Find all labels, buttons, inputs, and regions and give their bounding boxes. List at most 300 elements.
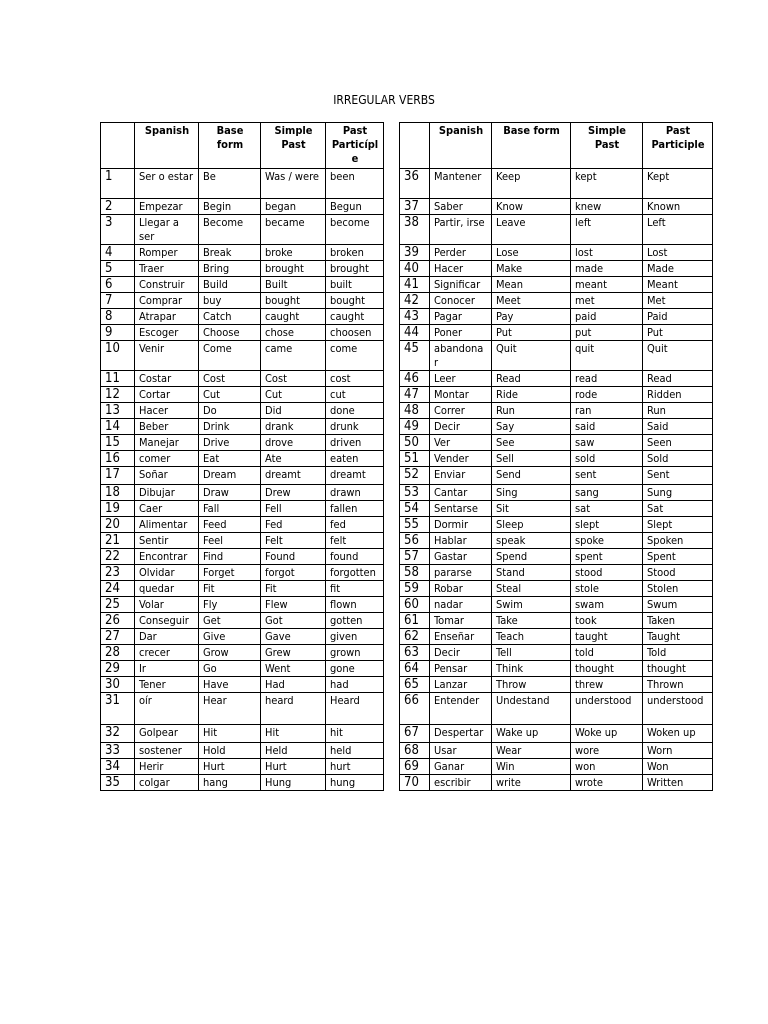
verb-base-form: Choose bbox=[199, 325, 261, 341]
table-row bbox=[400, 725, 713, 743]
page-title: IRREGULAR VERBS bbox=[333, 93, 435, 107]
verb-base-form: Win bbox=[492, 759, 571, 775]
verb-base-form: Drink bbox=[199, 419, 261, 435]
table-row bbox=[101, 677, 384, 693]
verb-spanish: Dibujar bbox=[135, 485, 199, 501]
verb-number: 66 bbox=[400, 693, 430, 725]
table-row bbox=[400, 485, 713, 501]
verb-past-participle: had bbox=[326, 677, 384, 693]
verb-simple-past: told bbox=[571, 645, 643, 661]
verb-spanish: Volar bbox=[135, 597, 199, 613]
verb-simple-past: Was / were bbox=[261, 169, 326, 199]
verb-base-form: Say bbox=[492, 419, 571, 435]
table-row bbox=[400, 677, 713, 693]
verb-number: 46 bbox=[400, 371, 430, 387]
header-number bbox=[101, 123, 135, 169]
verb-spanish: Traer bbox=[135, 261, 199, 277]
verb-base-form: Pay bbox=[492, 309, 571, 325]
table-row bbox=[101, 501, 384, 517]
header-past-participle: Past Participle bbox=[643, 123, 713, 169]
verb-spanish: Montar bbox=[430, 387, 492, 403]
verb-simple-past: meant bbox=[571, 277, 643, 293]
verb-base-form: Hurt bbox=[199, 759, 261, 775]
verb-simple-past: won bbox=[571, 759, 643, 775]
verb-past-participle: hurt bbox=[326, 759, 384, 775]
verb-simple-past: made bbox=[571, 261, 643, 277]
table-row bbox=[400, 743, 713, 759]
verb-spanish: Venir bbox=[135, 341, 199, 371]
verb-past-participle: Met bbox=[643, 293, 713, 309]
verb-past-participle: caught bbox=[326, 309, 384, 325]
verb-simple-past: swam bbox=[571, 597, 643, 613]
table-row bbox=[101, 775, 384, 791]
verb-spanish: Empezar bbox=[135, 199, 199, 215]
table-row bbox=[400, 451, 713, 467]
table-row bbox=[400, 549, 713, 565]
table-row bbox=[400, 169, 713, 199]
verb-number: 67 bbox=[400, 725, 430, 743]
verb-number: 3 bbox=[101, 215, 135, 245]
verb-past-participle: bought bbox=[326, 293, 384, 309]
verb-spanish: Tener bbox=[135, 677, 199, 693]
verb-simple-past: kept bbox=[571, 169, 643, 199]
verb-past-participle: understood bbox=[643, 693, 713, 725]
verb-number: 5 bbox=[101, 261, 135, 277]
verb-simple-past: read bbox=[571, 371, 643, 387]
verb-spanish: Conocer bbox=[430, 293, 492, 309]
verb-simple-past: came bbox=[261, 341, 326, 371]
verb-spanish: Enviar bbox=[430, 467, 492, 485]
verb-past-participle: Thrown bbox=[643, 677, 713, 693]
table-row bbox=[101, 613, 384, 629]
verb-simple-past: Fell bbox=[261, 501, 326, 517]
verb-simple-past: dreamt bbox=[261, 467, 326, 485]
verb-number: 13 bbox=[101, 403, 135, 419]
verb-past-participle: Stolen bbox=[643, 581, 713, 597]
verb-spanish: nadar bbox=[430, 597, 492, 613]
verb-spanish: Romper bbox=[135, 245, 199, 261]
verb-simple-past: chose bbox=[261, 325, 326, 341]
verb-number: 43 bbox=[400, 309, 430, 325]
verb-base-form: Hit bbox=[199, 725, 261, 743]
table-row bbox=[101, 309, 384, 325]
table-row bbox=[101, 743, 384, 759]
verb-number: 51 bbox=[400, 451, 430, 467]
verb-number: 12 bbox=[101, 387, 135, 403]
verb-past-participle: done bbox=[326, 403, 384, 419]
verb-spanish: pararse bbox=[430, 565, 492, 581]
verb-number: 34 bbox=[101, 759, 135, 775]
verb-number: 38 bbox=[400, 215, 430, 245]
verb-base-form: Get bbox=[199, 613, 261, 629]
verb-simple-past: rode bbox=[571, 387, 643, 403]
verb-spanish: Manejar bbox=[135, 435, 199, 451]
verb-base-form: Run bbox=[492, 403, 571, 419]
verb-base-form: Build bbox=[199, 277, 261, 293]
verb-past-participle: dreamt bbox=[326, 467, 384, 485]
verb-past-participle: Paid bbox=[643, 309, 713, 325]
table-row bbox=[101, 645, 384, 661]
verb-simple-past: spent bbox=[571, 549, 643, 565]
verb-simple-past: drank bbox=[261, 419, 326, 435]
verb-simple-past: caught bbox=[261, 309, 326, 325]
verb-number: 26 bbox=[101, 613, 135, 629]
table-row bbox=[400, 661, 713, 677]
verb-base-form: Throw bbox=[492, 677, 571, 693]
verb-spanish: Encontrar bbox=[135, 549, 199, 565]
verb-base-form: Leave bbox=[492, 215, 571, 245]
verb-base-form: Catch bbox=[199, 309, 261, 325]
verb-spanish: Pensar bbox=[430, 661, 492, 677]
header-row bbox=[400, 123, 713, 169]
verb-number: 32 bbox=[101, 725, 135, 743]
verb-past-participle: Made bbox=[643, 261, 713, 277]
verb-number: 54 bbox=[400, 501, 430, 517]
verbs-table-right bbox=[399, 122, 713, 791]
verb-past-participle: Kept bbox=[643, 169, 713, 199]
verb-past-participle: Sat bbox=[643, 501, 713, 517]
table-row bbox=[101, 629, 384, 645]
verb-base-form: Hear bbox=[199, 693, 261, 725]
header-simple-past: Simple Past bbox=[571, 123, 643, 169]
verb-number: 25 bbox=[101, 597, 135, 613]
verb-number: 52 bbox=[400, 467, 430, 485]
table-row bbox=[101, 435, 384, 451]
verb-base-form: Spend bbox=[492, 549, 571, 565]
verb-spanish: Soñar bbox=[135, 467, 199, 485]
verb-spanish: Escoger bbox=[135, 325, 199, 341]
verb-past-participle: Put bbox=[643, 325, 713, 341]
verb-past-participle: Stood bbox=[643, 565, 713, 581]
verb-past-participle: become bbox=[326, 215, 384, 245]
verb-spanish: crecer bbox=[135, 645, 199, 661]
verb-base-form: Come bbox=[199, 341, 261, 371]
verb-base-form: Make bbox=[492, 261, 571, 277]
verb-simple-past: sent bbox=[571, 467, 643, 485]
verb-number: 33 bbox=[101, 743, 135, 759]
table-row bbox=[400, 645, 713, 661]
verb-spanish: Cantar bbox=[430, 485, 492, 501]
header-spanish: Spanish bbox=[135, 123, 199, 169]
verb-past-participle: thought bbox=[643, 661, 713, 677]
verb-base-form: Break bbox=[199, 245, 261, 261]
verb-number: 37 bbox=[400, 199, 430, 215]
verb-number: 65 bbox=[400, 677, 430, 693]
verb-number: 24 bbox=[101, 581, 135, 597]
verb-past-participle: Known bbox=[643, 199, 713, 215]
table-row bbox=[101, 245, 384, 261]
verb-past-participle: Meant bbox=[643, 277, 713, 293]
verb-number: 17 bbox=[101, 467, 135, 485]
verb-base-form: Cost bbox=[199, 371, 261, 387]
verb-base-form: Lose bbox=[492, 245, 571, 261]
verb-spanish: Ir bbox=[135, 661, 199, 677]
verb-base-form: Feel bbox=[199, 533, 261, 549]
verb-simple-past: lost bbox=[571, 245, 643, 261]
verb-base-form: See bbox=[492, 435, 571, 451]
verb-past-participle: fed bbox=[326, 517, 384, 533]
verb-past-participle: Written bbox=[643, 775, 713, 791]
verb-number: 47 bbox=[400, 387, 430, 403]
header-past-participle: Past Particípl e bbox=[326, 123, 384, 169]
table-row bbox=[101, 293, 384, 309]
table-row bbox=[101, 169, 384, 199]
verb-number: 63 bbox=[400, 645, 430, 661]
verb-simple-past: threw bbox=[571, 677, 643, 693]
verb-base-form: Draw bbox=[199, 485, 261, 501]
verb-spanish: Ganar bbox=[430, 759, 492, 775]
verb-spanish: Construir bbox=[135, 277, 199, 293]
verb-spanish: colgar bbox=[135, 775, 199, 791]
verb-base-form: Know bbox=[492, 199, 571, 215]
table-row bbox=[101, 533, 384, 549]
verb-base-form: Become bbox=[199, 215, 261, 245]
verb-spanish: Decir bbox=[430, 645, 492, 661]
table-row bbox=[400, 501, 713, 517]
table-row bbox=[400, 467, 713, 485]
header-simple-past: Simple Past bbox=[261, 123, 326, 169]
verb-base-form: Sleep bbox=[492, 517, 571, 533]
verb-simple-past: Ate bbox=[261, 451, 326, 467]
verb-number: 6 bbox=[101, 277, 135, 293]
verb-simple-past: drove bbox=[261, 435, 326, 451]
verb-past-participle: Woken up bbox=[643, 725, 713, 743]
verb-number: 23 bbox=[101, 565, 135, 581]
verb-spanish: escribir bbox=[430, 775, 492, 791]
verb-simple-past: left bbox=[571, 215, 643, 245]
verb-base-form: Send bbox=[492, 467, 571, 485]
table-row bbox=[400, 629, 713, 645]
verb-past-participle: hit bbox=[326, 725, 384, 743]
verb-base-form: Feed bbox=[199, 517, 261, 533]
verb-number: 9 bbox=[101, 325, 135, 341]
table-row bbox=[400, 759, 713, 775]
table-row bbox=[400, 277, 713, 293]
verb-past-participle: Spent bbox=[643, 549, 713, 565]
verb-past-participle: choosen bbox=[326, 325, 384, 341]
verb-past-participle: drawn bbox=[326, 485, 384, 501]
verb-spanish: quedar bbox=[135, 581, 199, 597]
verb-base-form: Forget bbox=[199, 565, 261, 581]
verb-spanish: Costar bbox=[135, 371, 199, 387]
verb-spanish: Leer bbox=[430, 371, 492, 387]
verb-past-participle: fit bbox=[326, 581, 384, 597]
verb-past-participle: cost bbox=[326, 371, 384, 387]
verb-spanish: Correr bbox=[430, 403, 492, 419]
verb-number: 20 bbox=[101, 517, 135, 533]
verb-spanish: Gastar bbox=[430, 549, 492, 565]
verb-simple-past: Found bbox=[261, 549, 326, 565]
verb-simple-past: sang bbox=[571, 485, 643, 501]
verb-simple-past: brought bbox=[261, 261, 326, 277]
verb-past-participle: Sung bbox=[643, 485, 713, 501]
verb-past-participle: Ridden bbox=[643, 387, 713, 403]
verb-spanish: Poner bbox=[430, 325, 492, 341]
table-row bbox=[101, 387, 384, 403]
verb-base-form: Steal bbox=[492, 581, 571, 597]
verb-past-participle: brought bbox=[326, 261, 384, 277]
verb-number: 55 bbox=[400, 517, 430, 533]
verb-past-participle: Taught bbox=[643, 629, 713, 645]
table-row bbox=[400, 775, 713, 791]
verb-base-form: Keep bbox=[492, 169, 571, 199]
verb-base-form: speak bbox=[492, 533, 571, 549]
verb-base-form: Read bbox=[492, 371, 571, 387]
verb-spanish: Herir bbox=[135, 759, 199, 775]
table-row bbox=[101, 261, 384, 277]
verb-spanish: Tomar bbox=[430, 613, 492, 629]
verb-simple-past: sold bbox=[571, 451, 643, 467]
verb-simple-past: put bbox=[571, 325, 643, 341]
verb-simple-past: Gave bbox=[261, 629, 326, 645]
verb-number: 14 bbox=[101, 419, 135, 435]
table-row bbox=[400, 245, 713, 261]
table-row bbox=[400, 419, 713, 435]
verb-simple-past: Fed bbox=[261, 517, 326, 533]
verb-simple-past: Hit bbox=[261, 725, 326, 743]
verb-past-participle: Spoken bbox=[643, 533, 713, 549]
verb-base-form: Hold bbox=[199, 743, 261, 759]
table-row bbox=[400, 199, 713, 215]
verb-past-participle: fallen bbox=[326, 501, 384, 517]
verb-number: 60 bbox=[400, 597, 430, 613]
verb-spanish: Sentir bbox=[135, 533, 199, 549]
verb-base-form: Swim bbox=[492, 597, 571, 613]
verb-number: 45 bbox=[400, 341, 430, 371]
verb-spanish: Dormir bbox=[430, 517, 492, 533]
verb-past-participle: Sold bbox=[643, 451, 713, 467]
verb-spanish: Sentarse bbox=[430, 501, 492, 517]
verb-number: 8 bbox=[101, 309, 135, 325]
verb-simple-past: Cut bbox=[261, 387, 326, 403]
verb-base-form: Eat bbox=[199, 451, 261, 467]
verb-spanish: Atrapar bbox=[135, 309, 199, 325]
verb-number: 19 bbox=[101, 501, 135, 517]
verb-base-form: Do bbox=[199, 403, 261, 419]
verb-spanish: Perder bbox=[430, 245, 492, 261]
verb-spanish: Ser o estar bbox=[135, 169, 199, 199]
table-row bbox=[101, 485, 384, 501]
verbs-table-left bbox=[100, 122, 384, 791]
verb-simple-past: met bbox=[571, 293, 643, 309]
verb-spanish: Enseñar bbox=[430, 629, 492, 645]
table-row bbox=[101, 341, 384, 371]
verb-simple-past: Got bbox=[261, 613, 326, 629]
verb-number: 15 bbox=[101, 435, 135, 451]
verb-past-participle: Left bbox=[643, 215, 713, 245]
table-row bbox=[101, 215, 384, 245]
verb-simple-past: quit bbox=[571, 341, 643, 371]
verb-simple-past: taught bbox=[571, 629, 643, 645]
verb-past-participle: cut bbox=[326, 387, 384, 403]
verb-base-form: buy bbox=[199, 293, 261, 309]
verb-number: 1 bbox=[101, 169, 135, 199]
verb-simple-past: became bbox=[261, 215, 326, 245]
table-row bbox=[400, 387, 713, 403]
table-row bbox=[400, 581, 713, 597]
verb-base-form: Go bbox=[199, 661, 261, 677]
verb-simple-past: spoke bbox=[571, 533, 643, 549]
verb-simple-past: slept bbox=[571, 517, 643, 533]
verb-simple-past: Grew bbox=[261, 645, 326, 661]
table-row bbox=[101, 419, 384, 435]
verb-past-participle: broken bbox=[326, 245, 384, 261]
verb-simple-past: heard bbox=[261, 693, 326, 725]
verb-base-form: Drive bbox=[199, 435, 261, 451]
table-row bbox=[400, 293, 713, 309]
verb-past-participle: Said bbox=[643, 419, 713, 435]
verb-base-form: Quit bbox=[492, 341, 571, 371]
table-row bbox=[101, 467, 384, 485]
verb-spanish: Vender bbox=[430, 451, 492, 467]
verb-base-form: Tell bbox=[492, 645, 571, 661]
verb-simple-past: Fit bbox=[261, 581, 326, 597]
verb-number: 58 bbox=[400, 565, 430, 581]
verb-past-participle: drunk bbox=[326, 419, 384, 435]
table-row bbox=[101, 325, 384, 341]
verb-simple-past: paid bbox=[571, 309, 643, 325]
verb-past-participle: Lost bbox=[643, 245, 713, 261]
verb-spanish: Hacer bbox=[135, 403, 199, 419]
table-row bbox=[400, 371, 713, 387]
header-number bbox=[400, 123, 430, 169]
verb-simple-past: understood bbox=[571, 693, 643, 725]
verb-number: 57 bbox=[400, 549, 430, 565]
verb-number: 49 bbox=[400, 419, 430, 435]
verb-number: 62 bbox=[400, 629, 430, 645]
verb-simple-past: stood bbox=[571, 565, 643, 581]
verb-spanish: Beber bbox=[135, 419, 199, 435]
table-row bbox=[400, 517, 713, 533]
verb-number: 36 bbox=[400, 169, 430, 199]
verb-base-form: Mean bbox=[492, 277, 571, 293]
verb-number: 28 bbox=[101, 645, 135, 661]
verb-past-participle: gone bbox=[326, 661, 384, 677]
verb-spanish: Llegar a ser bbox=[135, 215, 199, 245]
verb-spanish: sostener bbox=[135, 743, 199, 759]
verb-past-participle: forgotten bbox=[326, 565, 384, 581]
verb-past-participle: Told bbox=[643, 645, 713, 661]
verb-simple-past: forgot bbox=[261, 565, 326, 581]
table-row bbox=[101, 759, 384, 775]
verb-simple-past: thought bbox=[571, 661, 643, 677]
verb-spanish: Lanzar bbox=[430, 677, 492, 693]
table-row bbox=[101, 403, 384, 419]
table-row bbox=[101, 517, 384, 533]
verb-spanish: Despertar bbox=[430, 725, 492, 743]
verb-past-participle: Slept bbox=[643, 517, 713, 533]
verb-number: 7 bbox=[101, 293, 135, 309]
table-row bbox=[400, 403, 713, 419]
verb-simple-past: knew bbox=[571, 199, 643, 215]
verb-past-participle: flown bbox=[326, 597, 384, 613]
verb-base-form: Give bbox=[199, 629, 261, 645]
verb-simple-past: Felt bbox=[261, 533, 326, 549]
header-base-form: Base form bbox=[492, 123, 571, 169]
table-row bbox=[101, 725, 384, 743]
verb-number: 40 bbox=[400, 261, 430, 277]
verb-number: 2 bbox=[101, 199, 135, 215]
verb-simple-past: broke bbox=[261, 245, 326, 261]
verb-past-participle: come bbox=[326, 341, 384, 371]
verb-base-form: Put bbox=[492, 325, 571, 341]
verb-base-form: Sell bbox=[492, 451, 571, 467]
verb-spanish: Pagar bbox=[430, 309, 492, 325]
table-row bbox=[400, 261, 713, 277]
verb-base-form: Sing bbox=[492, 485, 571, 501]
verb-past-participle: eaten bbox=[326, 451, 384, 467]
verb-number: 29 bbox=[101, 661, 135, 677]
